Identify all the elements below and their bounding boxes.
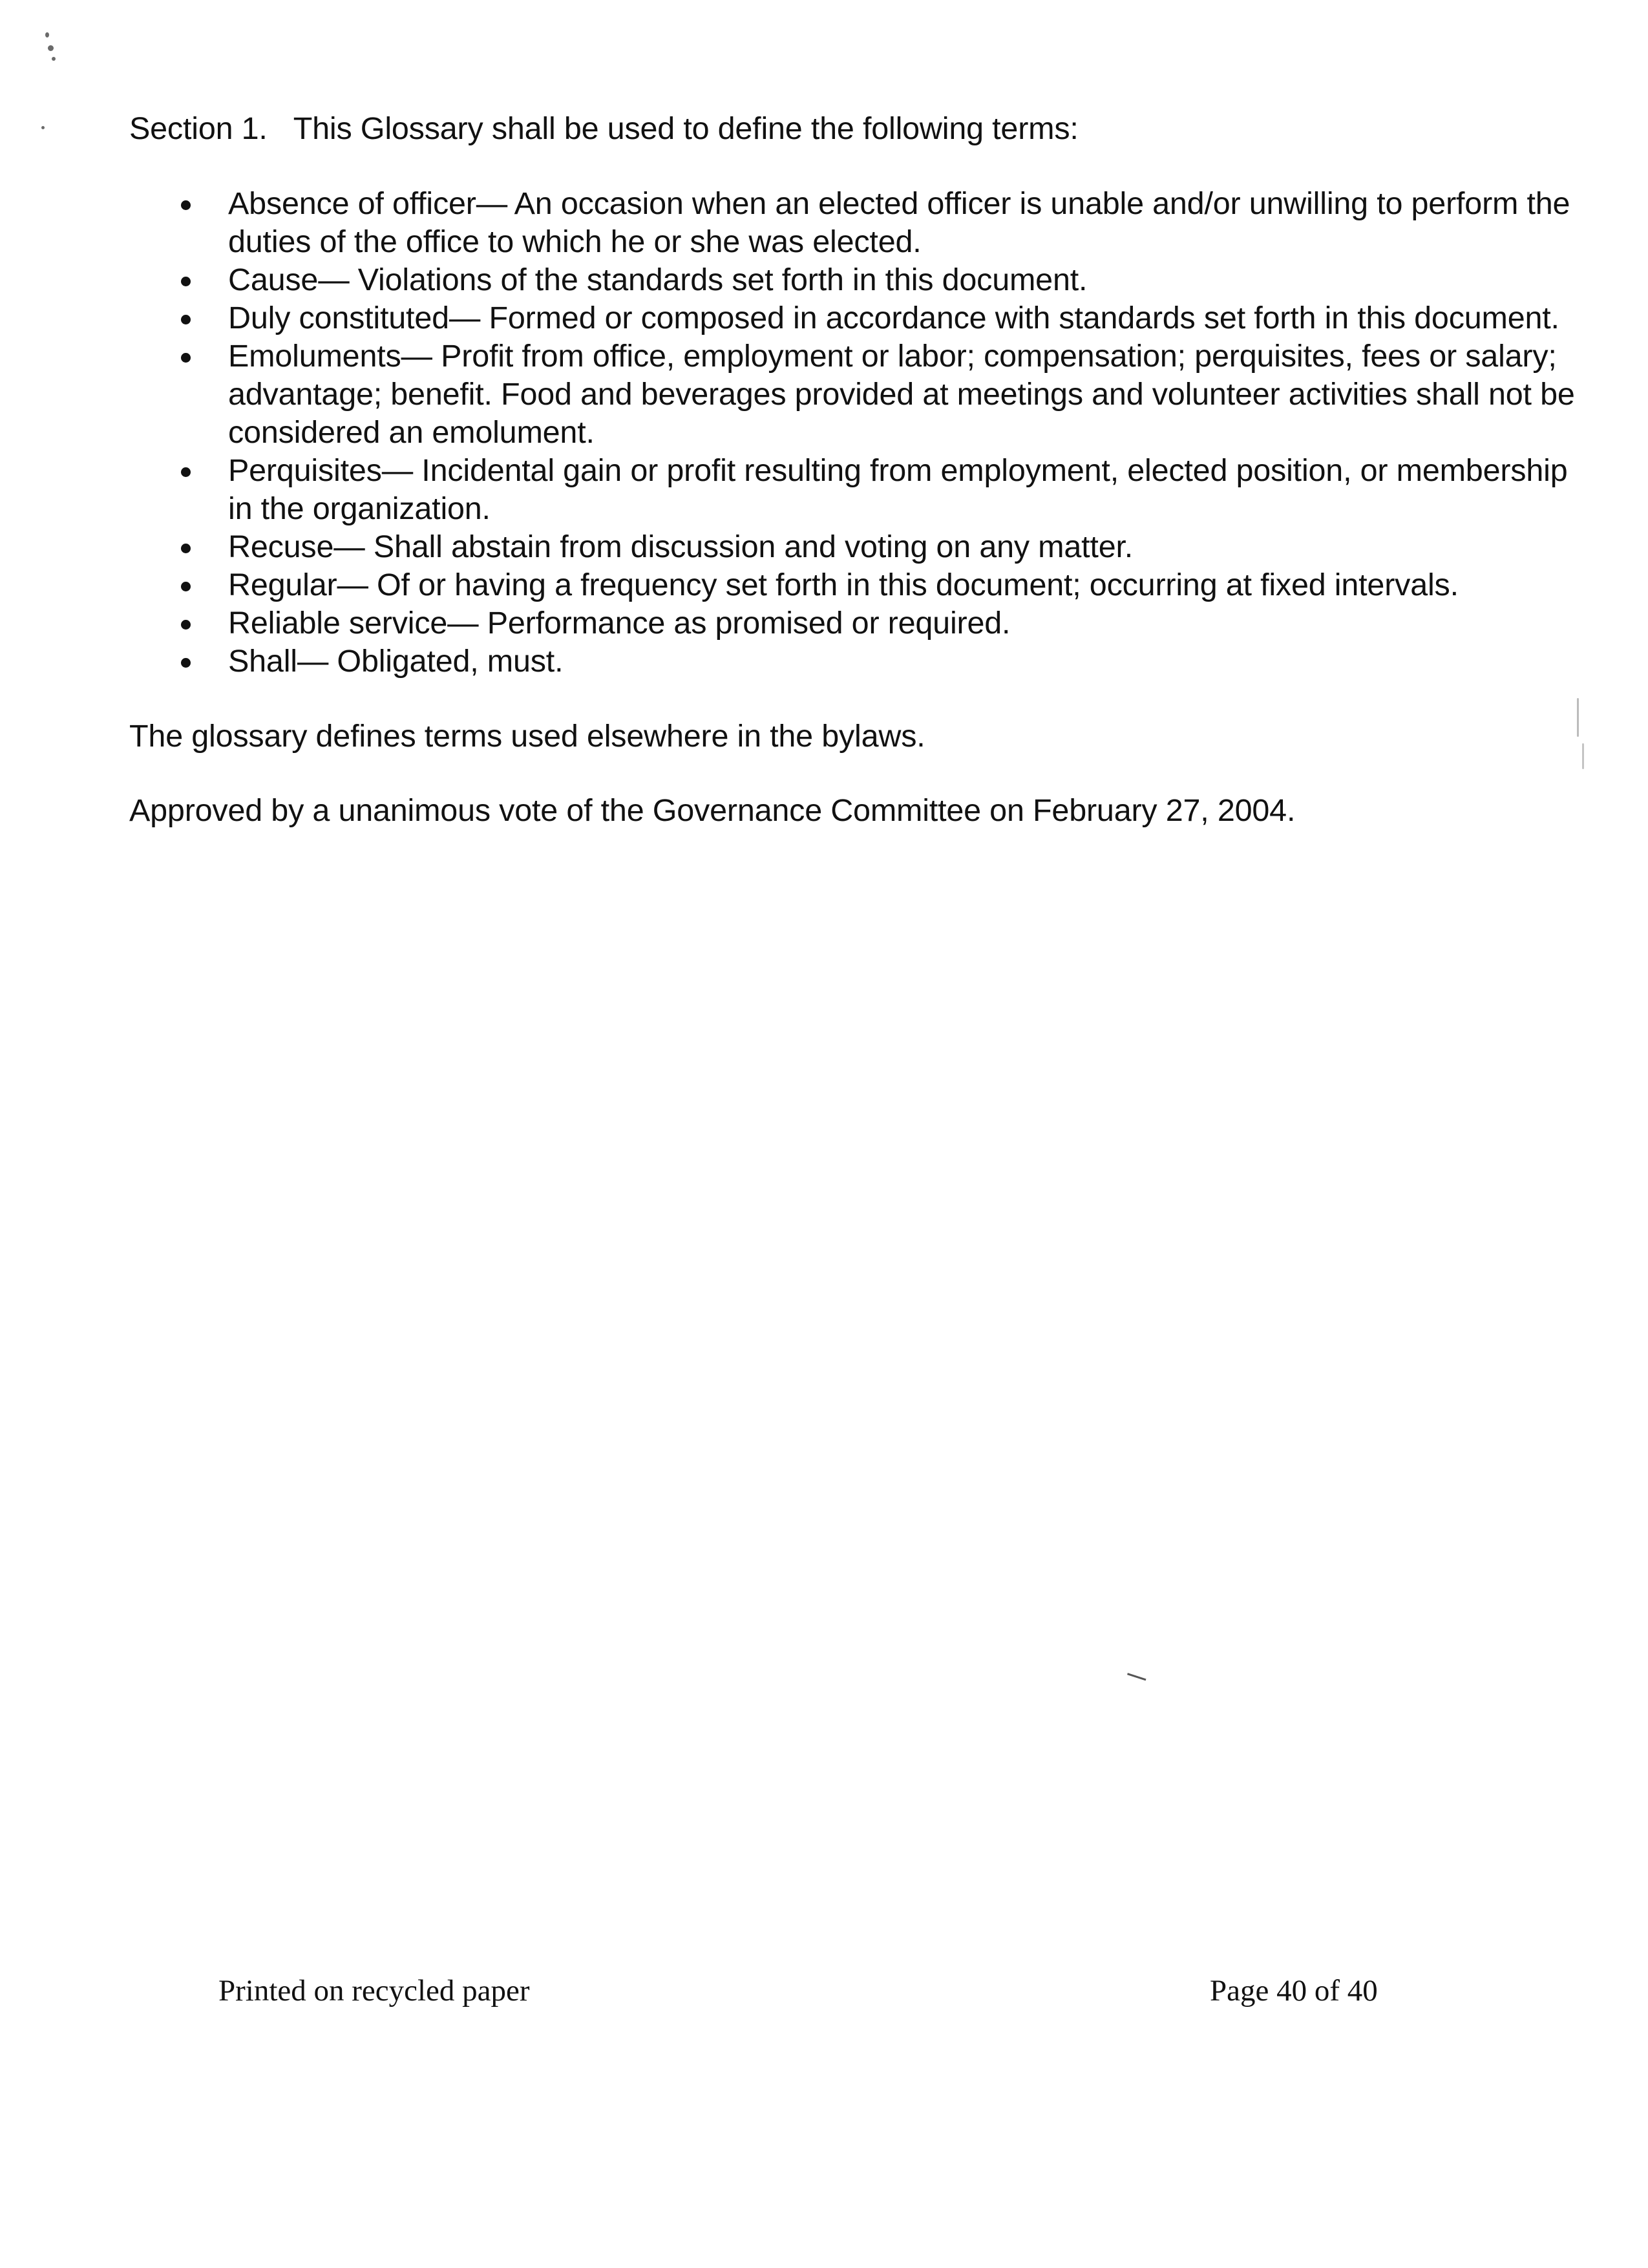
glossary-term-text: Shall— Obligated, must. — [228, 644, 564, 679]
bullet-icon — [181, 353, 191, 363]
glossary-term-list — [129, 185, 1575, 681]
bullet-icon — [181, 582, 191, 591]
bullet-icon — [181, 544, 191, 553]
scan-speck — [45, 32, 49, 37]
footer-recycled-note: Printed on recycled paper — [218, 1974, 530, 2008]
scan-speck — [1582, 743, 1584, 769]
glossary-term-text: Emoluments— Profit from office, employment or labor; compensation; perquisites, fees or salary; advantage; benefit. Food and beverages provided at meetings and volunteer activities shall not be considered an emolument. — [228, 339, 1575, 450]
approval-paragraph: Approved by a unanimous vote of the Governance Committee on February 27, 2004. — [129, 793, 1296, 828]
scan-speck — [1577, 698, 1579, 737]
bullet-icon — [181, 277, 191, 286]
glossary-term-duly-constituted — [129, 299, 1598, 337]
scan-mark — [1127, 1668, 1148, 1681]
glossary-term-shall — [129, 642, 1598, 681]
bullet-icon — [181, 467, 191, 477]
glossary-term-recuse — [129, 528, 1598, 566]
scan-speck — [41, 126, 45, 129]
glossary-term-emoluments — [129, 337, 1598, 452]
section-number: Section 1. — [129, 111, 268, 146]
glossary-term-cause — [129, 261, 1598, 299]
section-intro — [129, 110, 1486, 148]
glossary-term-perquisites — [129, 452, 1598, 528]
glossary-term-text: Reliable service— Performance as promised or required. — [228, 606, 1011, 641]
bullet-icon — [181, 200, 191, 210]
section-intro-text: This Glossary shall be used to define the following terms: — [293, 111, 1079, 146]
glossary-term-text: Absence of officer— An occasion when an elected officer is unable and/or unwilling to perform the duties of the office to which he or she was elected. — [228, 186, 1570, 259]
glossary-term-reliable-service — [129, 604, 1598, 642]
glossary-term-text: Recuse— Shall abstain from discussion and voting on any matter. — [228, 529, 1134, 564]
bullet-icon — [181, 620, 191, 630]
glossary-term-text: Perquisites— Incidental gain or profit resulting from employment, elected position, or membership in the organization. — [228, 453, 1568, 526]
document-body — [129, 110, 1575, 830]
footer-page-number: Page 40 of 40 — [1210, 1974, 1378, 2008]
closing-paragraph: The glossary defines terms used elsewhere in the bylaws. — [129, 719, 925, 754]
glossary-term-regular — [129, 566, 1598, 604]
glossary-term-text: Regular— Of or having a frequency set forth in this document; occurring at fixed intervals. — [228, 567, 1459, 602]
bullet-icon — [181, 658, 191, 668]
scan-speck — [52, 57, 56, 61]
glossary-term-absence-of-officer — [129, 185, 1598, 261]
glossary-term-text: Cause— Violations of the standards set forth in this document. — [228, 262, 1088, 297]
glossary-term-text: Duly constituted— Formed or composed in accordance with standards set forth in this document. — [228, 301, 1559, 335]
scan-speck — [48, 45, 54, 51]
bullet-icon — [181, 315, 191, 324]
